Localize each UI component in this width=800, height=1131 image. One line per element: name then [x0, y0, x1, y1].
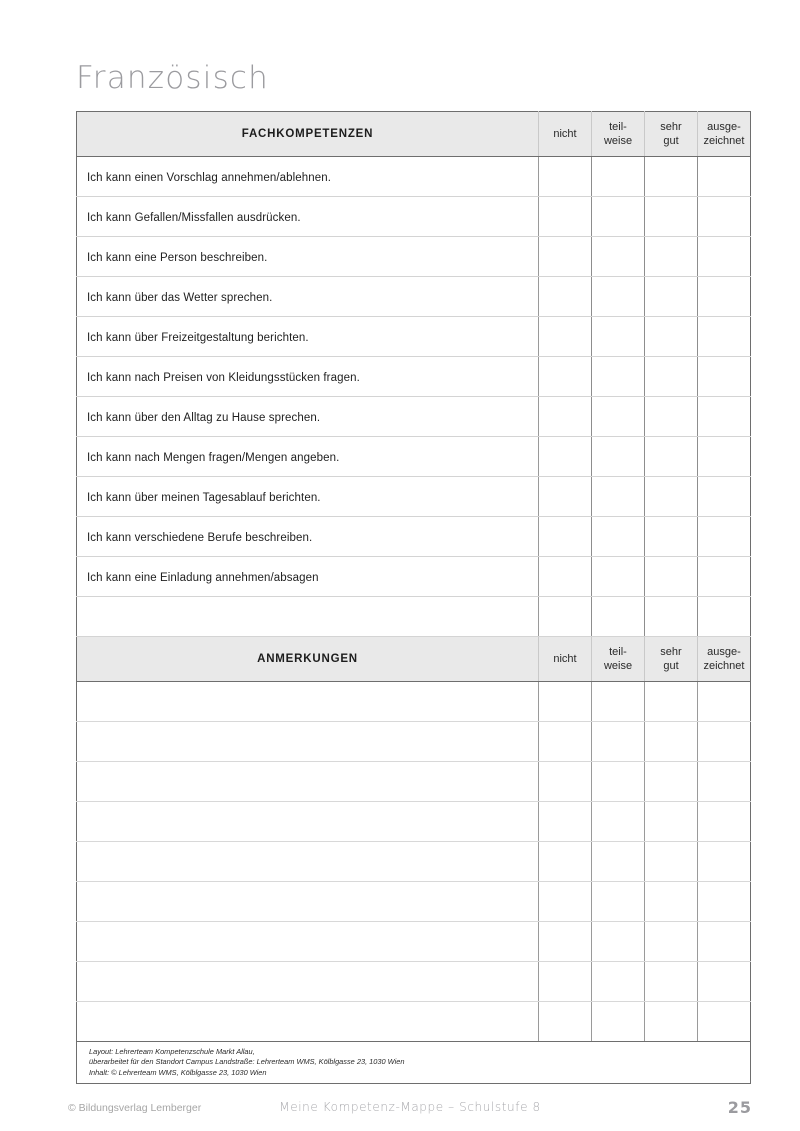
rating-checkbox-sehrgut[interactable] — [645, 882, 698, 922]
rating-checkbox-nicht[interactable] — [539, 197, 592, 237]
rating-checkbox-ausgezeichnet[interactable] — [698, 197, 751, 237]
rating-checkbox-ausgezeichnet[interactable] — [698, 802, 751, 842]
rating-checkbox-ausgezeichnet[interactable] — [698, 437, 751, 477]
rating-checkbox-sehrgut[interactable] — [645, 477, 698, 517]
note-text-cell[interactable] — [77, 882, 539, 922]
rating-checkbox-nicht[interactable] — [539, 557, 592, 597]
rating-label-line2: weise — [603, 135, 633, 147]
rating-checkbox-sehrgut[interactable] — [645, 197, 698, 237]
competency-statement: Ich kann über den Alltag zu Hause sprechen. — [87, 411, 321, 424]
rating-checkbox-sehrgut[interactable] — [645, 277, 698, 317]
rating-checkbox-ausgezeichnet[interactable] — [698, 237, 751, 277]
competency-statement: Ich kann über das Wetter sprechen. — [87, 291, 273, 304]
rating-checkbox-teilweise[interactable] — [592, 317, 645, 357]
rating-checkbox-teilweise[interactable] — [592, 1002, 645, 1042]
table-row — [77, 317, 751, 357]
note-text-cell[interactable] — [77, 1002, 539, 1042]
rating-checkbox-ausgezeichnet[interactable] — [698, 277, 751, 317]
competency-statement: Ich kann eine Einladung annehmen/absagen — [87, 571, 319, 584]
note-row — [77, 722, 751, 762]
rating-checkbox-ausgezeichnet[interactable] — [698, 597, 751, 637]
rating-column-header-ausgezeichnet — [698, 112, 751, 157]
note-row — [77, 762, 751, 802]
note-text-cell[interactable] — [77, 722, 539, 762]
competency-statement: Ich kann verschiedene Berufe beschreiben. — [87, 531, 313, 544]
competency-statement: Ich kann nach Preisen von Kleidungsstücken fragen. — [87, 371, 360, 384]
rating-checkbox-sehrgut[interactable] — [645, 762, 698, 802]
rating-checkbox-nicht[interactable] — [539, 437, 592, 477]
note-row — [77, 842, 751, 882]
competency-statement-cell — [77, 237, 539, 277]
section-title: ANMERKUNGEN — [77, 637, 539, 682]
rating-label-line1: ausge- — [707, 646, 741, 658]
rating-checkbox-nicht[interactable] — [539, 922, 592, 962]
rating-checkbox-teilweise[interactable] — [592, 397, 645, 437]
rating-checkbox-teilweise[interactable] — [592, 277, 645, 317]
rating-checkbox-ausgezeichnet[interactable] — [698, 962, 751, 1002]
note-row — [77, 1002, 751, 1042]
rating-checkbox-nicht[interactable] — [539, 882, 592, 922]
rating-checkbox-ausgezeichnet[interactable] — [698, 682, 751, 722]
rating-checkbox-sehrgut[interactable] — [645, 557, 698, 597]
rating-label-line1: nicht — [553, 128, 577, 140]
rating-checkbox-sehrgut[interactable] — [645, 842, 698, 882]
rating-checkbox-teilweise[interactable] — [592, 802, 645, 842]
rating-checkbox-teilweise[interactable] — [592, 157, 645, 197]
rating-label-line2: gut — [663, 660, 679, 672]
note-row — [77, 962, 751, 1002]
rating-checkbox-nicht[interactable] — [539, 842, 592, 882]
rating-checkbox-nicht[interactable] — [539, 722, 592, 762]
table-row — [77, 157, 751, 197]
note-row — [77, 882, 751, 922]
rating-checkbox-sehrgut[interactable] — [645, 517, 698, 557]
rating-checkbox-nicht[interactable] — [539, 357, 592, 397]
page-number: 25 — [727, 1098, 752, 1117]
rating-checkbox-sehrgut[interactable] — [645, 597, 698, 637]
rating-checkbox-nicht[interactable] — [539, 397, 592, 437]
rating-checkbox-teilweise[interactable] — [592, 682, 645, 722]
credits-cell — [77, 1042, 751, 1084]
note-row — [77, 682, 751, 722]
table-row — [77, 197, 751, 237]
competency-statement: Ich kann über meinen Tagesablauf berichten. — [87, 491, 321, 504]
section-header-fachkompetenzen — [77, 112, 751, 157]
rating-checkbox-sehrgut[interactable] — [645, 962, 698, 1002]
rating-checkbox-teilweise[interactable] — [592, 882, 645, 922]
credits-row — [77, 1042, 751, 1084]
competency-statement-cell — [77, 277, 539, 317]
rating-column-header-nicht — [539, 112, 592, 157]
note-text-cell[interactable] — [77, 842, 539, 882]
rating-checkbox-sehrgut[interactable] — [645, 397, 698, 437]
table-row — [77, 277, 751, 317]
table-row — [77, 437, 751, 477]
rating-checkbox-teilweise[interactable] — [592, 557, 645, 597]
competency-statement-cell — [77, 557, 539, 597]
rating-checkbox-ausgezeichnet[interactable] — [698, 157, 751, 197]
rating-column-header-teilweise — [592, 112, 645, 157]
section-title: FACHKOMPETENZEN — [77, 112, 539, 157]
rating-checkbox-sehrgut[interactable] — [645, 682, 698, 722]
competency-statement: Ich kann nach Mengen fragen/Mengen angeben. — [87, 451, 340, 464]
rating-checkbox-sehrgut[interactable] — [645, 157, 698, 197]
competency-statement-cell[interactable] — [77, 597, 539, 637]
credits-line-revision: überarbeitet für den Standort Campus Landstraße: Lehrerteam WMS, Kölblgasse 23, 1030 Wien — [89, 1057, 405, 1067]
note-row — [77, 922, 751, 962]
rating-checkbox-teilweise[interactable] — [592, 197, 645, 237]
section-header-anmerkungen — [77, 637, 751, 682]
rating-column-header-ausgezeichnet — [698, 637, 751, 682]
table-row — [77, 477, 751, 517]
rating-checkbox-ausgezeichnet[interactable] — [698, 882, 751, 922]
rating-checkbox-ausgezeichnet[interactable] — [698, 1002, 751, 1042]
rating-checkbox-ausgezeichnet[interactable] — [698, 722, 751, 762]
rating-checkbox-nicht[interactable] — [539, 317, 592, 357]
competency-statement-cell — [77, 477, 539, 517]
rating-checkbox-nicht[interactable] — [539, 762, 592, 802]
note-text-cell[interactable] — [77, 802, 539, 842]
rating-checkbox-teilweise[interactable] — [592, 477, 645, 517]
rating-checkbox-teilweise[interactable] — [592, 437, 645, 477]
table-row — [77, 517, 751, 557]
rating-checkbox-sehrgut[interactable] — [645, 317, 698, 357]
competency-statement: Ich kann eine Person beschreiben. — [87, 251, 268, 264]
rating-checkbox-teilweise[interactable] — [592, 762, 645, 802]
rating-checkbox-ausgezeichnet[interactable] — [698, 477, 751, 517]
rating-checkbox-nicht[interactable] — [539, 237, 592, 277]
rating-label-line1: teil- — [609, 646, 627, 658]
rating-checkbox-nicht[interactable] — [539, 157, 592, 197]
competency-statement-cell — [77, 517, 539, 557]
rating-checkbox-teilweise[interactable] — [592, 357, 645, 397]
note-text-cell[interactable] — [77, 682, 539, 722]
rating-checkbox-teilweise[interactable] — [592, 237, 645, 277]
competency-statement: Ich kann Gefallen/Missfallen ausdrücken. — [87, 211, 301, 224]
publisher-copyright: © Bildungsverlag Lemberger — [68, 1102, 202, 1114]
rating-checkbox-nicht[interactable] — [539, 277, 592, 317]
rating-checkbox-sehrgut[interactable] — [645, 802, 698, 842]
rating-checkbox-sehrgut[interactable] — [645, 237, 698, 277]
rating-label-line1: ausge- — [707, 121, 741, 133]
rating-checkbox-nicht[interactable] — [539, 1002, 592, 1042]
rating-checkbox-nicht[interactable] — [539, 597, 592, 637]
competency-statement-cell — [77, 397, 539, 437]
note-text-cell[interactable] — [77, 962, 539, 1002]
rating-column-header-sehrgut — [645, 112, 698, 157]
credits-line-layout: Layout: Lehrerteam Kompetenzschule Markt Allau, — [89, 1046, 255, 1056]
table-row — [77, 237, 751, 277]
rating-checkbox-sehrgut[interactable] — [645, 437, 698, 477]
rating-checkbox-nicht[interactable] — [539, 477, 592, 517]
rating-label-line1: teil- — [609, 121, 627, 133]
rating-checkbox-teilweise[interactable] — [592, 842, 645, 882]
rating-checkbox-teilweise[interactable] — [592, 517, 645, 557]
rating-column-header-teilweise — [592, 637, 645, 682]
competency-statement: Ich kann einen Vorschlag annehmen/ablehnen. — [87, 171, 332, 184]
rating-checkbox-ausgezeichnet[interactable] — [698, 762, 751, 802]
rating-checkbox-sehrgut[interactable] — [645, 357, 698, 397]
competency-statement-cell — [77, 357, 539, 397]
document-subtitle: Meine Kompetenz-Mappe – Schulstufe 8 — [279, 1100, 541, 1114]
competency-statement-cell — [77, 437, 539, 477]
rating-checkbox-ausgezeichnet[interactable] — [698, 317, 751, 357]
rating-checkbox-ausgezeichnet[interactable] — [698, 557, 751, 597]
rating-checkbox-teilweise[interactable] — [592, 597, 645, 637]
rating-column-header-nicht — [539, 637, 592, 682]
rating-label-line1: nicht — [553, 653, 577, 665]
page-footer — [68, 1098, 752, 1122]
rating-checkbox-teilweise[interactable] — [592, 722, 645, 762]
note-text-cell[interactable] — [77, 922, 539, 962]
rating-checkbox-ausgezeichnet[interactable] — [698, 357, 751, 397]
table-body — [77, 112, 751, 1084]
competency-statement-cell — [77, 197, 539, 237]
table-row-blank — [77, 597, 751, 637]
rating-checkbox-ausgezeichnet[interactable] — [698, 842, 751, 882]
rating-label-line2: gut — [663, 135, 679, 147]
rating-checkbox-sehrgut[interactable] — [645, 1002, 698, 1042]
competency-statement: Ich kann über Freizeitgestaltung berichten. — [87, 331, 309, 344]
page-title: Französisch — [76, 60, 270, 96]
rating-label-line2: weise — [603, 660, 633, 672]
note-text-cell[interactable] — [77, 762, 539, 802]
rating-label-line1: sehr — [660, 646, 682, 658]
table-row — [77, 357, 751, 397]
rating-label-line1: sehr — [660, 121, 682, 133]
competency-statement-cell — [77, 157, 539, 197]
rating-checkbox-nicht[interactable] — [539, 517, 592, 557]
rating-checkbox-nicht[interactable] — [539, 682, 592, 722]
rating-label-line2: zeichnet — [703, 660, 745, 672]
rating-checkbox-ausgezeichnet[interactable] — [698, 397, 751, 437]
rating-checkbox-sehrgut[interactable] — [645, 922, 698, 962]
credits-line-content: Inhalt: © Lehrerteam WMS, Kölblgasse 23, 1030 Wien — [89, 1067, 267, 1077]
rating-checkbox-ausgezeichnet[interactable] — [698, 922, 751, 962]
rating-checkbox-ausgezeichnet[interactable] — [698, 517, 751, 557]
rating-checkbox-nicht[interactable] — [539, 802, 592, 842]
rating-column-header-sehrgut — [645, 637, 698, 682]
competency-statement-cell — [77, 317, 539, 357]
rating-checkbox-teilweise[interactable] — [592, 922, 645, 962]
competency-table — [76, 111, 751, 1084]
rating-checkbox-teilweise[interactable] — [592, 962, 645, 1002]
table-row — [77, 557, 751, 597]
table-row — [77, 397, 751, 437]
note-row — [77, 802, 751, 842]
rating-label-line2: zeichnet — [703, 135, 745, 147]
rating-checkbox-sehrgut[interactable] — [645, 722, 698, 762]
rating-checkbox-nicht[interactable] — [539, 962, 592, 1002]
